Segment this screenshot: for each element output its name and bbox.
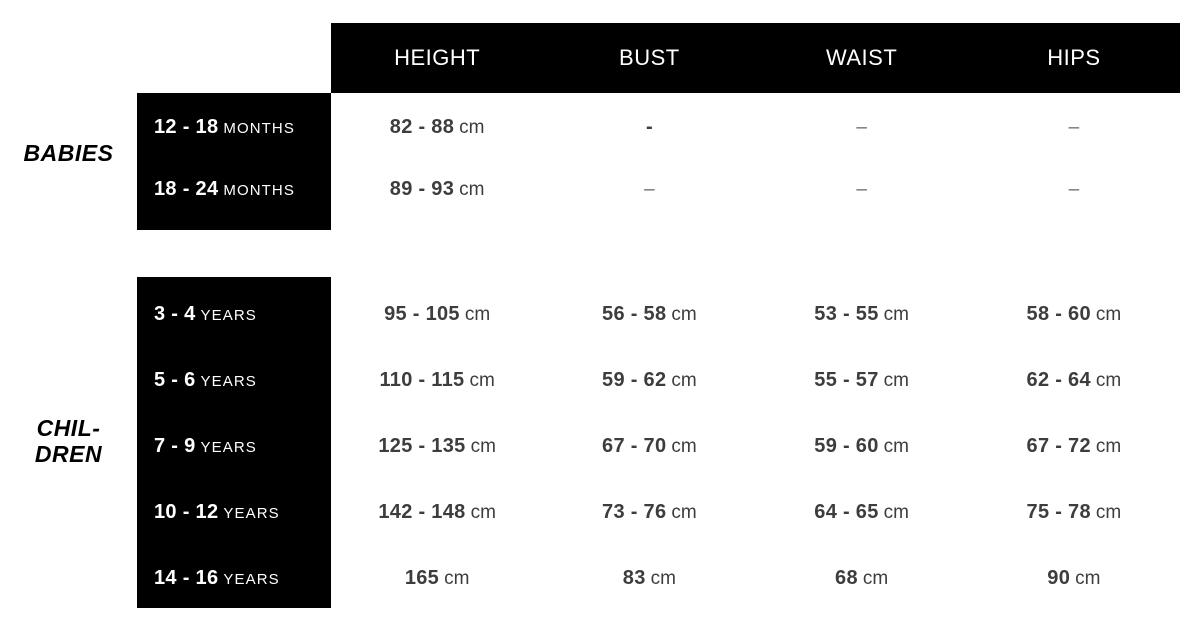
cell-height-unit: cm — [459, 179, 485, 200]
age-value: 7 - 9 — [154, 435, 196, 457]
group-caption-children-line-2: DREN — [34, 441, 103, 468]
cell-hips-value: – — [1068, 178, 1080, 200]
column-header-hips: HIPS — [1047, 45, 1101, 70]
table-row — [137, 99, 1180, 156]
cell-bust-unit: cm — [671, 502, 697, 523]
cell-waist-unit: cm — [883, 502, 909, 523]
cell-waist — [756, 501, 968, 524]
table-row — [137, 418, 1180, 475]
table-row — [137, 550, 1180, 607]
cell-height-unit: cm — [470, 436, 496, 457]
age-value: 5 - 6 — [154, 369, 196, 391]
cell-height-unit: cm — [469, 370, 495, 391]
cell-waist — [756, 117, 968, 139]
age-unit: YEARS — [200, 373, 257, 390]
cell-hips-unit: cm — [1095, 304, 1122, 325]
age-unit: YEARS — [223, 571, 280, 588]
cell-hips-value: 67 - 72 — [1026, 435, 1091, 457]
table-row — [137, 484, 1180, 541]
age-value: 3 - 4 — [154, 303, 196, 325]
cell-hips-unit: cm — [1095, 370, 1122, 391]
cell-height-value: 89 - 93 — [389, 178, 455, 200]
cell-bust — [543, 501, 755, 524]
age-value: 14 - 16 — [154, 567, 219, 589]
age-cell — [137, 116, 331, 139]
cell-height-value: 125 - 135 — [378, 435, 466, 457]
cell-hips — [968, 117, 1180, 139]
age-cell — [137, 369, 331, 392]
cell-waist-value: 64 - 65 — [814, 501, 879, 523]
measurements — [331, 567, 1180, 590]
measurements — [331, 435, 1180, 458]
age-value: 18 - 24 — [154, 178, 219, 200]
cell-hips-unit: cm — [1095, 502, 1122, 523]
cell-height — [331, 303, 543, 326]
cell-height-value: 142 - 148 — [378, 501, 466, 523]
age-value: 12 - 18 — [154, 116, 219, 138]
cell-waist-unit: cm — [883, 436, 909, 457]
group-caption-babies-line-1: BABIES — [23, 140, 114, 166]
cell-waist-unit: cm — [862, 568, 889, 589]
group-caption-children-line-1: CHIL- — [36, 415, 101, 441]
column-header-height: HEIGHT — [394, 45, 481, 70]
cell-bust-value: 67 - 70 — [602, 435, 667, 457]
cell-waist-value: 53 - 55 — [814, 303, 879, 325]
cell-waist — [756, 435, 968, 458]
cell-hips — [968, 179, 1180, 201]
cell-hips-value: 58 - 60 — [1026, 303, 1091, 325]
cell-bust-value: 56 - 58 — [602, 303, 667, 325]
cell-bust — [543, 303, 755, 326]
cell-waist — [756, 179, 968, 201]
table-row — [137, 286, 1180, 343]
cell-bust-value: 59 - 62 — [602, 369, 667, 391]
age-cell — [137, 567, 331, 590]
cell-height-value: 165 — [404, 567, 440, 589]
cell-hips — [968, 567, 1180, 590]
cell-hips-unit: cm — [1075, 568, 1101, 589]
age-unit: YEARS — [200, 307, 257, 324]
measurements — [331, 303, 1180, 326]
group-caption-children — [0, 415, 137, 468]
cell-waist-value: – — [856, 178, 867, 200]
measurements — [331, 178, 1180, 201]
cell-height-unit: cm — [459, 117, 485, 138]
cell-height-value: 110 - 115 — [379, 369, 465, 391]
cell-height — [331, 567, 543, 590]
cell-bust — [543, 567, 755, 590]
cell-bust — [543, 369, 755, 392]
cell-height-value: 95 - 105 — [384, 303, 460, 325]
table-row — [137, 352, 1180, 409]
cell-height — [331, 116, 543, 139]
cell-hips — [968, 303, 1180, 326]
cell-hips-value: 62 - 64 — [1026, 369, 1091, 391]
cell-height — [331, 501, 543, 524]
age-unit: YEARS — [223, 505, 280, 522]
cell-hips-unit: cm — [1095, 436, 1122, 457]
measurements — [331, 116, 1180, 139]
table-header-row — [331, 23, 1180, 93]
cell-height — [331, 369, 543, 392]
column-header-waist: WAIST — [825, 45, 898, 70]
cell-bust-unit: cm — [671, 370, 697, 391]
cell-waist-value: 55 - 57 — [814, 369, 879, 391]
measurements — [331, 501, 1180, 524]
table-row — [137, 161, 1180, 218]
cell-bust — [543, 435, 755, 458]
cell-bust — [543, 179, 755, 201]
cell-height — [331, 178, 543, 201]
cell-bust-value: 83 — [622, 567, 646, 589]
measurements — [331, 369, 1180, 392]
cell-hips-value: – — [1068, 116, 1080, 138]
cell-height-unit: cm — [470, 502, 496, 523]
cell-waist — [756, 567, 968, 590]
cell-bust-unit: cm — [650, 568, 676, 589]
cell-waist-value: 68 — [835, 567, 858, 589]
cell-waist-unit: cm — [883, 304, 909, 325]
age-cell — [137, 501, 331, 524]
cell-hips — [968, 369, 1180, 392]
cell-bust — [543, 116, 755, 139]
age-unit: MONTHS — [223, 120, 295, 137]
cell-height-unit: cm — [464, 304, 491, 325]
column-header-bust: BUST — [619, 45, 680, 70]
cell-height-unit: cm — [444, 568, 470, 589]
cell-waist-value: 59 - 60 — [814, 435, 879, 457]
cell-bust-value: 73 - 76 — [602, 501, 667, 523]
cell-bust-unit: cm — [671, 304, 697, 325]
cell-waist — [756, 369, 968, 392]
cell-height-value: 82 - 88 — [389, 116, 455, 138]
cell-height — [331, 435, 543, 458]
age-cell — [137, 178, 331, 201]
cell-hips-value: 75 - 78 — [1026, 501, 1091, 523]
cell-waist-value: – — [856, 116, 867, 138]
age-value: 10 - 12 — [154, 501, 219, 523]
cell-bust-unit: cm — [671, 436, 697, 457]
cell-bust-value: – — [644, 178, 655, 200]
age-cell — [137, 303, 331, 326]
cell-hips — [968, 501, 1180, 524]
cell-waist — [756, 303, 968, 326]
cell-hips — [968, 435, 1180, 458]
cell-hips-value: 90 — [1047, 567, 1071, 589]
age-unit: YEARS — [200, 439, 257, 456]
group-caption-babies — [0, 140, 137, 166]
age-cell — [137, 435, 331, 458]
cell-bust-value: - — [646, 116, 653, 138]
cell-waist-unit: cm — [883, 370, 909, 391]
age-unit: MONTHS — [223, 182, 295, 199]
